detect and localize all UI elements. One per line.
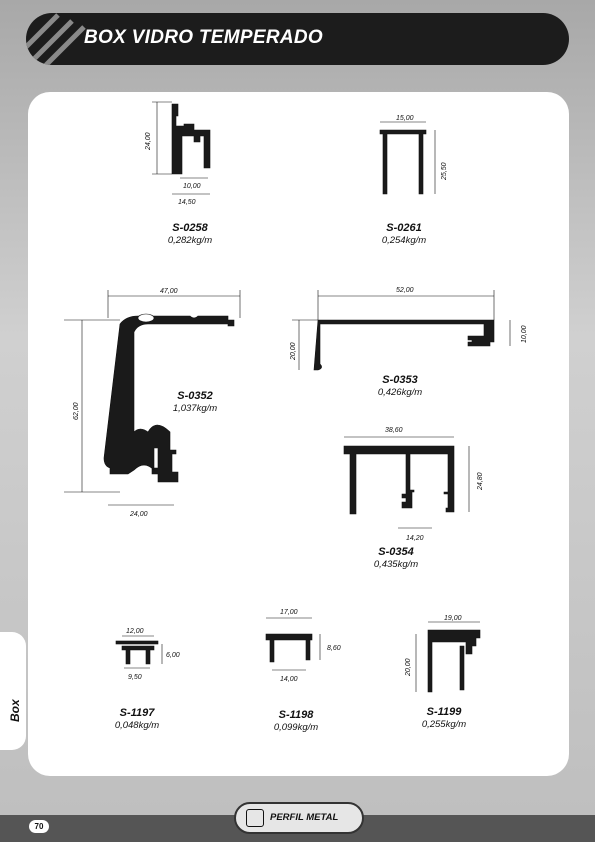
profile-s1198-weight: 0,099kg/m [273, 722, 319, 733]
profile-s1198-drawing [266, 634, 312, 662]
dim-s0261-height: 25,50 [441, 162, 448, 180]
profile-s0258-weight: 0,282kg/m [167, 235, 213, 246]
profile-s1197-weight: 0,048kg/m [114, 720, 160, 731]
dim-s0354-slot: 14,20 [406, 535, 424, 542]
dim-s1198-inner: 14,00 [280, 676, 298, 683]
dim-s0261-width: 15,00 [396, 115, 414, 122]
brand-name: PERFIL METAL [270, 812, 339, 823]
dim-s0258-inner: 10,00 [183, 183, 201, 190]
profile-s0258-drawing [172, 104, 210, 174]
profile-s0261-code: S-0261 [386, 222, 422, 234]
profile-s0261-drawing [380, 130, 426, 194]
profile-s1199-weight: 0,255kg/m [421, 719, 467, 730]
profile-s0354-drawing [344, 446, 454, 514]
dim-s1199-height: 20,00 [405, 658, 412, 676]
dim-s0353-width: 52,00 [396, 287, 414, 294]
profile-s1197-code-label: S-1197 [119, 707, 155, 719]
profile-s1197-drawing [116, 641, 158, 664]
brand-logo-icon [246, 809, 264, 827]
dim-s0352-base: 24,00 [130, 511, 148, 518]
page-number: 70 [29, 820, 49, 833]
dim-s1198-width: 17,00 [280, 609, 298, 616]
dim-s0258-height: 24,00 [145, 132, 152, 150]
section-side-label: Box [8, 699, 22, 722]
dim-s0258-width: 14,50 [178, 199, 196, 206]
dim-s0352-width: 47,00 [160, 288, 178, 295]
profile-s0353-drawing [314, 320, 494, 370]
dim-s0353-height: 20,00 [290, 342, 297, 360]
profile-s0353-code: S-0353 [382, 374, 418, 386]
dim-s1197-inner: 9,50 [128, 674, 142, 681]
profile-s0353-weight: 0,426kg/m [377, 387, 423, 398]
dim-s0354-height: 24,80 [477, 472, 484, 490]
page-title: BOX VIDRO TEMPERADO [84, 27, 323, 48]
dim-s0353-lip: 10,00 [521, 325, 528, 343]
dim-s0352-height: 62,00 [73, 402, 80, 420]
dim-s1197-height: 6,00 [166, 652, 180, 659]
profile-s1198-code-label: S-1198 [278, 709, 314, 721]
profile-s0261-weight: 0,254kg/m [381, 235, 427, 246]
dim-s0354-width: 38,60 [385, 427, 403, 434]
dim-s1197-width: 12,00 [126, 628, 144, 635]
profile-s0352-code: S-0352 [177, 390, 213, 402]
profile-s0354-weight: 0,435kg/m [373, 559, 419, 570]
dim-s1199-width: 19,00 [444, 615, 462, 622]
section-side-tab [0, 632, 26, 750]
dim-s1198-height: 8,60 [327, 645, 341, 652]
brand-badge [234, 802, 364, 834]
profile-s1199-code: S-1199 [426, 706, 462, 718]
profile-s1199-drawing [428, 630, 480, 692]
profile-s0354-code: S-0354 [378, 546, 414, 558]
profile-s0258-code: S-0258 [172, 222, 208, 234]
profile-s0352-weight: 1,037kg/m [172, 403, 218, 414]
